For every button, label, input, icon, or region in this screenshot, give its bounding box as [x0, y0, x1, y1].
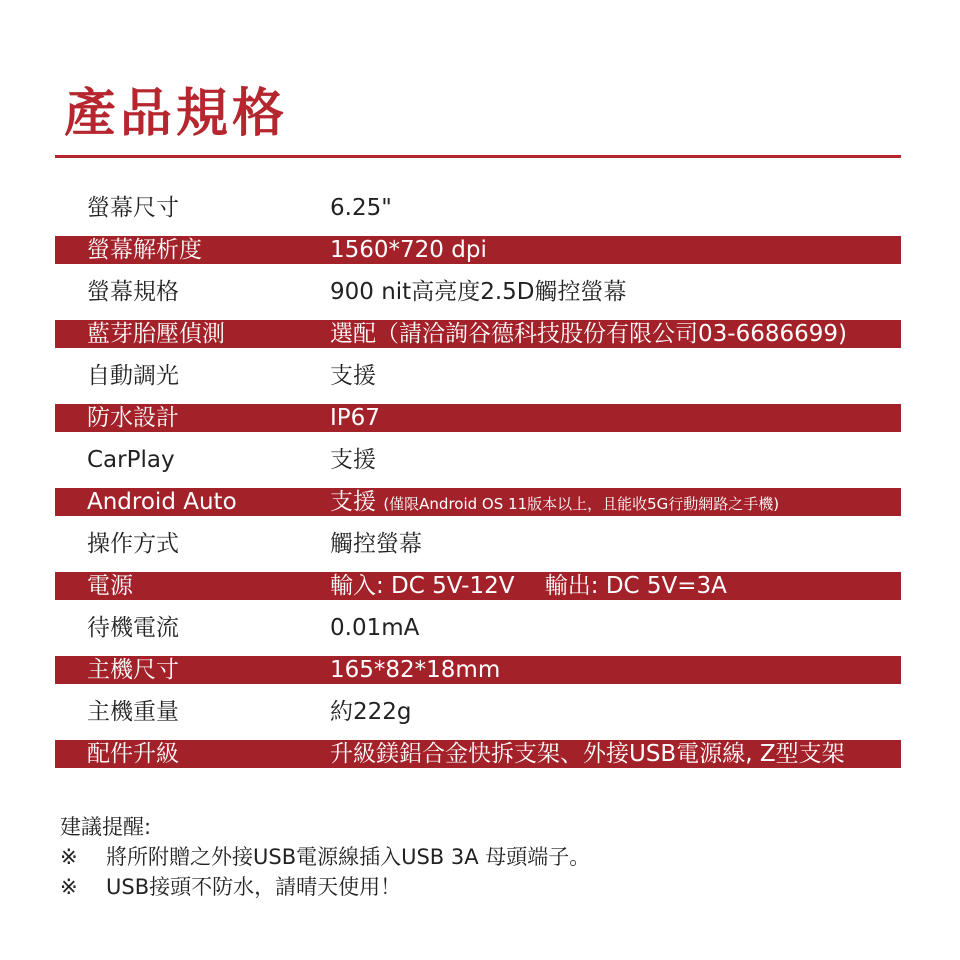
spec-row — [55, 614, 901, 642]
spec-row — [55, 698, 901, 726]
spec-label: 藍芽胎壓偵測 — [87, 321, 225, 347]
spec-value-note: (僅限Android OS 11版本以上，且能收5G行動網路之手機) — [383, 495, 780, 513]
page-title: 產品規格 — [64, 84, 289, 144]
spec-value-main: 支援 — [330, 489, 376, 515]
spec-row — [55, 446, 901, 474]
spec-row — [55, 740, 901, 768]
title-divider — [55, 155, 901, 158]
spec-value: 1560*720 dpi — [330, 237, 487, 263]
spec-value: IP67 — [330, 405, 380, 431]
spec-value: 約222g — [330, 699, 412, 725]
spec-value: 升級鎂鋁合金快拆支架、外接USB電源線, Z型支架 — [330, 741, 845, 767]
spec-label: 電源 — [87, 573, 133, 599]
spec-label: 螢幕尺寸 — [87, 195, 179, 221]
spec-value: 0.01mA — [330, 615, 420, 641]
spec-row — [55, 656, 901, 684]
spec-row — [55, 278, 901, 306]
spec-value: 支援 — [330, 363, 376, 389]
spec-row — [55, 236, 901, 264]
spec-row — [55, 488, 901, 516]
note-item — [60, 842, 590, 872]
spec-label: 操作方式 — [87, 531, 179, 557]
spec-label: 自動調光 — [87, 363, 179, 389]
spec-label: 螢幕規格 — [87, 279, 179, 305]
notes-section — [60, 812, 590, 902]
spec-value: 165*82*18mm — [330, 657, 501, 683]
spec-label: 防水設計 — [87, 405, 179, 431]
note-text: USB接頭不防水，請晴天使用！ — [106, 875, 402, 899]
spec-label: 主機重量 — [87, 699, 179, 725]
spec-row — [55, 362, 901, 390]
spec-value: 支援 — [330, 447, 376, 473]
spec-value: 輸入: DC 5V-12V 輸出: DC 5V=3A — [330, 573, 727, 599]
spec-label: Android Auto — [87, 489, 237, 515]
spec-value: 選配（請洽詢谷德科技股份有限公司03-6686699) — [330, 321, 847, 347]
notes-heading: 建議提醒: — [60, 815, 152, 839]
spec-value: 觸控螢幕 — [330, 531, 422, 557]
spec-value: 6.25" — [330, 195, 392, 221]
spec-label: 主機尺寸 — [87, 657, 179, 683]
note-text: 將所附贈之外接USB電源線插入USB 3A 母頭端子。 — [106, 845, 591, 869]
reference-mark-icon: ※ — [60, 875, 78, 899]
spec-row — [55, 320, 901, 348]
spec-label: CarPlay — [87, 447, 175, 473]
spec-row — [55, 404, 901, 432]
reference-mark-icon: ※ — [60, 845, 78, 869]
spec-row — [55, 530, 901, 558]
spec-row — [55, 572, 901, 600]
spec-value — [330, 488, 779, 518]
note-item — [60, 872, 590, 902]
spec-table — [55, 194, 901, 782]
spec-value: 900 nit高亮度2.5D觸控螢幕 — [330, 279, 627, 305]
spec-label: 待機電流 — [87, 615, 179, 641]
spec-label: 配件升級 — [87, 741, 179, 767]
spec-row — [55, 194, 901, 222]
spec-label: 螢幕解析度 — [87, 237, 202, 263]
